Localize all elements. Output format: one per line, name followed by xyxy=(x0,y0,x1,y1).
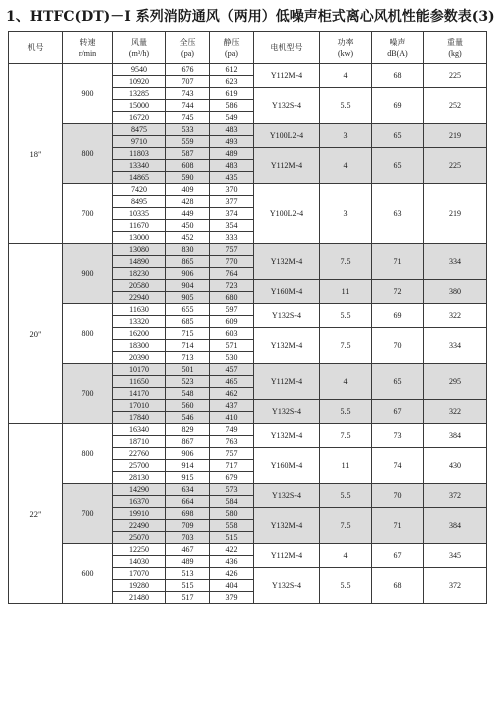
static-pressure-cell: 763 xyxy=(210,436,254,448)
total-pressure-cell: 517 xyxy=(166,592,210,604)
total-pressure-cell: 449 xyxy=(166,208,210,220)
weight-cell: 384 xyxy=(424,508,487,544)
table-row xyxy=(9,244,487,256)
power-cell: 4 xyxy=(320,544,372,568)
total-pressure-cell: 590 xyxy=(166,172,210,184)
noise-cell: 65 xyxy=(372,124,424,148)
motor-model-cell: Y132M-4 xyxy=(254,244,320,280)
airflow-cell: 28130 xyxy=(113,472,166,484)
airflow-cell: 13340 xyxy=(113,160,166,172)
airflow-cell: 9710 xyxy=(113,136,166,148)
static-pressure-cell: 410 xyxy=(210,412,254,424)
total-pressure-cell: 560 xyxy=(166,400,210,412)
total-pressure-cell: 915 xyxy=(166,472,210,484)
static-pressure-cell: 462 xyxy=(210,388,254,400)
static-pressure-cell: 549 xyxy=(210,112,254,124)
total-pressure-cell: 713 xyxy=(166,352,210,364)
power-cell: 5.5 xyxy=(320,568,372,604)
static-pressure-cell: 723 xyxy=(210,280,254,292)
static-pressure-cell: 623 xyxy=(210,76,254,88)
total-pressure-cell: 715 xyxy=(166,328,210,340)
motor-model-cell: Y112M-4 xyxy=(254,544,320,568)
airflow-cell: 14170 xyxy=(113,388,166,400)
static-pressure-cell: 493 xyxy=(210,136,254,148)
speed-cell: 700 xyxy=(63,184,113,244)
static-pressure-cell: 558 xyxy=(210,520,254,532)
total-pressure-cell: 587 xyxy=(166,148,210,160)
power-cell: 4 xyxy=(320,64,372,88)
airflow-cell: 17070 xyxy=(113,568,166,580)
airflow-cell: 12250 xyxy=(113,544,166,556)
static-pressure-cell: 597 xyxy=(210,304,254,316)
total-pressure-cell: 546 xyxy=(166,412,210,424)
total-pressure-cell: 703 xyxy=(166,532,210,544)
machine-cell: 20" xyxy=(9,244,63,424)
total-pressure-cell: 409 xyxy=(166,184,210,196)
weight-cell: 219 xyxy=(424,124,487,148)
performance-table xyxy=(8,31,487,604)
static-pressure-cell: 377 xyxy=(210,196,254,208)
total-pressure-cell: 685 xyxy=(166,316,210,328)
power-cell: 5.5 xyxy=(320,400,372,424)
airflow-cell: 16370 xyxy=(113,496,166,508)
table-row xyxy=(9,484,487,496)
header-weight: 重量 (kg) xyxy=(424,32,487,64)
header-noise: 噪声 dB(A) xyxy=(372,32,424,64)
static-pressure-cell: 333 xyxy=(210,232,254,244)
total-pressure-cell: 523 xyxy=(166,376,210,388)
speed-cell: 900 xyxy=(63,244,113,304)
static-pressure-cell: 483 xyxy=(210,160,254,172)
speed-cell: 800 xyxy=(63,304,113,364)
motor-model-cell: Y100L2-4 xyxy=(254,184,320,244)
static-pressure-cell: 770 xyxy=(210,256,254,268)
static-pressure-cell: 580 xyxy=(210,508,254,520)
power-cell: 5.5 xyxy=(320,484,372,508)
power-cell: 3 xyxy=(320,184,372,244)
airflow-cell: 13000 xyxy=(113,232,166,244)
noise-cell: 67 xyxy=(372,544,424,568)
noise-cell: 65 xyxy=(372,148,424,184)
weight-cell: 295 xyxy=(424,364,487,400)
static-pressure-cell: 749 xyxy=(210,424,254,436)
motor-model-cell: Y160M-4 xyxy=(254,280,320,304)
airflow-cell: 14865 xyxy=(113,172,166,184)
noise-cell: 68 xyxy=(372,568,424,604)
motor-model-cell: Y132M-4 xyxy=(254,508,320,544)
power-cell: 5.5 xyxy=(320,304,372,328)
static-pressure-cell: 609 xyxy=(210,316,254,328)
static-pressure-cell: 680 xyxy=(210,292,254,304)
weight-cell: 322 xyxy=(424,400,487,424)
total-pressure-cell: 904 xyxy=(166,280,210,292)
airflow-cell: 14890 xyxy=(113,256,166,268)
total-pressure-cell: 655 xyxy=(166,304,210,316)
header-speed: 转速 r/min xyxy=(63,32,113,64)
weight-cell: 334 xyxy=(424,328,487,364)
total-pressure-cell: 450 xyxy=(166,220,210,232)
motor-model-cell: Y132M-4 xyxy=(254,424,320,448)
total-pressure-cell: 515 xyxy=(166,580,210,592)
total-pressure-cell: 714 xyxy=(166,340,210,352)
airflow-cell: 14290 xyxy=(113,484,166,496)
motor-model-cell: Y132S-4 xyxy=(254,88,320,124)
motor-model-cell: Y112M-4 xyxy=(254,148,320,184)
airflow-cell: 9540 xyxy=(113,64,166,76)
noise-cell: 70 xyxy=(372,484,424,508)
airflow-cell: 19910 xyxy=(113,508,166,520)
static-pressure-cell: 437 xyxy=(210,400,254,412)
airflow-cell: 18230 xyxy=(113,268,166,280)
total-pressure-cell: 906 xyxy=(166,268,210,280)
total-pressure-cell: 743 xyxy=(166,88,210,100)
static-pressure-cell: 764 xyxy=(210,268,254,280)
static-pressure-cell: 717 xyxy=(210,460,254,472)
noise-cell: 74 xyxy=(372,448,424,484)
table-body xyxy=(9,64,487,604)
total-pressure-cell: 559 xyxy=(166,136,210,148)
total-pressure-cell: 608 xyxy=(166,160,210,172)
total-pressure-cell: 707 xyxy=(166,76,210,88)
airflow-cell: 11670 xyxy=(113,220,166,232)
header-airflow: 风量 (m³/h) xyxy=(113,32,166,64)
weight-cell: 372 xyxy=(424,568,487,604)
weight-cell: 380 xyxy=(424,280,487,304)
total-pressure-cell: 829 xyxy=(166,424,210,436)
static-pressure-cell: 436 xyxy=(210,556,254,568)
page-title: 1、HTFC(DT)－I 系列消防通风（两用）低噪声柜式离心风机性能参数表(3) xyxy=(6,9,495,25)
airflow-cell: 11630 xyxy=(113,304,166,316)
total-pressure-cell: 745 xyxy=(166,112,210,124)
motor-model-cell: Y160M-4 xyxy=(254,448,320,484)
static-pressure-cell: 374 xyxy=(210,208,254,220)
power-cell: 7.5 xyxy=(320,508,372,544)
static-pressure-cell: 612 xyxy=(210,64,254,76)
static-pressure-cell: 679 xyxy=(210,472,254,484)
power-cell: 11 xyxy=(320,448,372,484)
table-row xyxy=(9,424,487,436)
weight-cell: 225 xyxy=(424,64,487,88)
airflow-cell: 25070 xyxy=(113,532,166,544)
static-pressure-cell: 426 xyxy=(210,568,254,580)
static-pressure-cell: 354 xyxy=(210,220,254,232)
static-pressure-cell: 422 xyxy=(210,544,254,556)
airflow-cell: 16200 xyxy=(113,328,166,340)
motor-model-cell: Y100L2-4 xyxy=(254,124,320,148)
airflow-cell: 22760 xyxy=(113,448,166,460)
airflow-cell: 13320 xyxy=(113,316,166,328)
noise-cell: 67 xyxy=(372,400,424,424)
table-row xyxy=(9,304,487,316)
airflow-cell: 11803 xyxy=(113,148,166,160)
static-pressure-cell: 530 xyxy=(210,352,254,364)
power-cell: 4 xyxy=(320,148,372,184)
airflow-cell: 11650 xyxy=(113,376,166,388)
motor-model-cell: Y112M-4 xyxy=(254,364,320,400)
weight-cell: 334 xyxy=(424,244,487,280)
airflow-cell: 10170 xyxy=(113,364,166,376)
static-pressure-cell: 603 xyxy=(210,328,254,340)
total-pressure-cell: 865 xyxy=(166,256,210,268)
table-row xyxy=(9,544,487,556)
header-total-pressure: 全压 (pa) xyxy=(166,32,210,64)
speed-cell: 600 xyxy=(63,544,113,604)
airflow-cell: 16720 xyxy=(113,112,166,124)
static-pressure-cell: 404 xyxy=(210,580,254,592)
noise-cell: 69 xyxy=(372,304,424,328)
total-pressure-cell: 489 xyxy=(166,556,210,568)
airflow-cell: 17010 xyxy=(113,400,166,412)
speed-cell: 800 xyxy=(63,424,113,484)
static-pressure-cell: 619 xyxy=(210,88,254,100)
speed-cell: 800 xyxy=(63,124,113,184)
airflow-cell: 20390 xyxy=(113,352,166,364)
total-pressure-cell: 428 xyxy=(166,196,210,208)
airflow-cell: 22940 xyxy=(113,292,166,304)
airflow-cell: 10335 xyxy=(113,208,166,220)
total-pressure-cell: 709 xyxy=(166,520,210,532)
weight-cell: 219 xyxy=(424,184,487,244)
airflow-cell: 10920 xyxy=(113,76,166,88)
static-pressure-cell: 489 xyxy=(210,148,254,160)
header-machine: 机号 xyxy=(9,32,63,64)
total-pressure-cell: 744 xyxy=(166,100,210,112)
total-pressure-cell: 867 xyxy=(166,436,210,448)
airflow-cell: 13285 xyxy=(113,88,166,100)
motor-model-cell: Y112M-4 xyxy=(254,64,320,88)
machine-cell: 18" xyxy=(9,64,63,244)
total-pressure-cell: 513 xyxy=(166,568,210,580)
airflow-cell: 22490 xyxy=(113,520,166,532)
airflow-cell: 14030 xyxy=(113,556,166,568)
motor-model-cell: Y132S-4 xyxy=(254,484,320,508)
speed-cell: 700 xyxy=(63,364,113,424)
motor-model-cell: Y132S-4 xyxy=(254,304,320,328)
power-cell: 7.5 xyxy=(320,328,372,364)
total-pressure-cell: 501 xyxy=(166,364,210,376)
airflow-cell: 17840 xyxy=(113,412,166,424)
total-pressure-cell: 906 xyxy=(166,448,210,460)
total-pressure-cell: 452 xyxy=(166,232,210,244)
static-pressure-cell: 584 xyxy=(210,496,254,508)
speed-cell: 700 xyxy=(63,484,113,544)
static-pressure-cell: 515 xyxy=(210,532,254,544)
noise-cell: 71 xyxy=(372,244,424,280)
static-pressure-cell: 483 xyxy=(210,124,254,136)
table-row xyxy=(9,124,487,136)
total-pressure-cell: 676 xyxy=(166,64,210,76)
static-pressure-cell: 757 xyxy=(210,244,254,256)
airflow-cell: 18300 xyxy=(113,340,166,352)
static-pressure-cell: 435 xyxy=(210,172,254,184)
static-pressure-cell: 757 xyxy=(210,448,254,460)
motor-model-cell: Y132S-4 xyxy=(254,568,320,604)
weight-cell: 345 xyxy=(424,544,487,568)
airflow-cell: 8475 xyxy=(113,124,166,136)
airflow-cell: 16340 xyxy=(113,424,166,436)
header-motor-model: 电机型号 xyxy=(254,32,320,64)
total-pressure-cell: 664 xyxy=(166,496,210,508)
airflow-cell: 15000 xyxy=(113,100,166,112)
noise-cell: 63 xyxy=(372,184,424,244)
power-cell: 5.5 xyxy=(320,88,372,124)
weight-cell: 252 xyxy=(424,88,487,124)
noise-cell: 70 xyxy=(372,328,424,364)
total-pressure-cell: 467 xyxy=(166,544,210,556)
power-cell: 3 xyxy=(320,124,372,148)
total-pressure-cell: 914 xyxy=(166,460,210,472)
weight-cell: 225 xyxy=(424,148,487,184)
total-pressure-cell: 634 xyxy=(166,484,210,496)
power-cell: 11 xyxy=(320,280,372,304)
static-pressure-cell: 571 xyxy=(210,340,254,352)
weight-cell: 384 xyxy=(424,424,487,448)
noise-cell: 73 xyxy=(372,424,424,448)
total-pressure-cell: 533 xyxy=(166,124,210,136)
motor-model-cell: Y132S-4 xyxy=(254,400,320,424)
airflow-cell: 18710 xyxy=(113,436,166,448)
header-static-pressure: 静压 (pa) xyxy=(210,32,254,64)
noise-cell: 72 xyxy=(372,280,424,304)
header-power: 功率 (kw) xyxy=(320,32,372,64)
power-cell: 4 xyxy=(320,364,372,400)
airflow-cell: 20580 xyxy=(113,280,166,292)
static-pressure-cell: 465 xyxy=(210,376,254,388)
noise-cell: 68 xyxy=(372,64,424,88)
table-row xyxy=(9,64,487,76)
noise-cell: 69 xyxy=(372,88,424,124)
weight-cell: 430 xyxy=(424,448,487,484)
machine-cell: 22" xyxy=(9,424,63,604)
total-pressure-cell: 548 xyxy=(166,388,210,400)
noise-cell: 71 xyxy=(372,508,424,544)
weight-cell: 372 xyxy=(424,484,487,508)
table-row xyxy=(9,364,487,376)
noise-cell: 65 xyxy=(372,364,424,400)
static-pressure-cell: 379 xyxy=(210,592,254,604)
static-pressure-cell: 586 xyxy=(210,100,254,112)
airflow-cell: 7420 xyxy=(113,184,166,196)
static-pressure-cell: 457 xyxy=(210,364,254,376)
motor-model-cell: Y132M-4 xyxy=(254,328,320,364)
airflow-cell: 25700 xyxy=(113,460,166,472)
airflow-cell: 8495 xyxy=(113,196,166,208)
total-pressure-cell: 905 xyxy=(166,292,210,304)
weight-cell: 322 xyxy=(424,304,487,328)
table-row xyxy=(9,184,487,196)
power-cell: 7.5 xyxy=(320,244,372,280)
static-pressure-cell: 370 xyxy=(210,184,254,196)
total-pressure-cell: 698 xyxy=(166,508,210,520)
total-pressure-cell: 830 xyxy=(166,244,210,256)
airflow-cell: 13080 xyxy=(113,244,166,256)
power-cell: 7.5 xyxy=(320,424,372,448)
airflow-cell: 19280 xyxy=(113,580,166,592)
static-pressure-cell: 573 xyxy=(210,484,254,496)
header-row xyxy=(9,32,487,64)
airflow-cell: 21480 xyxy=(113,592,166,604)
speed-cell: 900 xyxy=(63,64,113,124)
